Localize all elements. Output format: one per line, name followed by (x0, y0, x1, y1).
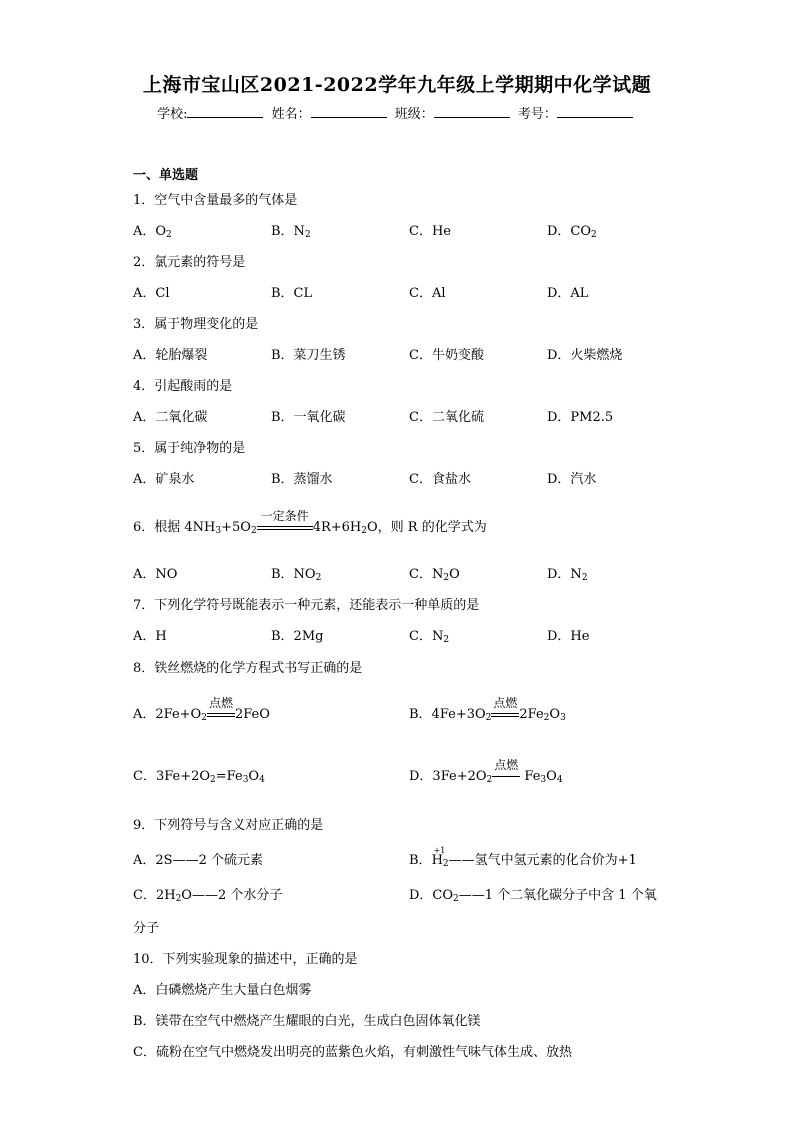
q8-option-c[interactable]: C．$3Fe+2O_2=Fe_3O_4$ (133, 769, 265, 785)
q2-option-d[interactable]: D．AL (547, 286, 589, 301)
q5-option-b[interactable]: B．蒸馏水 (271, 472, 333, 487)
question-3-stem: 3．属于物理变化的是 (133, 317, 259, 332)
q8-option-a[interactable]: A．$2Fe+O_2$ 点燃 2FeO (133, 696, 270, 723)
q10-option-a[interactable]: A．白磷燃烧产生大量白色烟雾 (133, 983, 312, 998)
q2-option-b[interactable]: B．CL (271, 286, 313, 301)
q3-option-a[interactable]: A．轮胎爆裂 (133, 348, 208, 363)
class-blank[interactable] (434, 105, 510, 118)
number-blank[interactable] (557, 105, 633, 118)
q9-option-b[interactable]: B． +1 $H_2——$氢气中氢元素的化合价为+1 (409, 846, 637, 869)
class-label: 班级： (394, 107, 434, 122)
q2-option-c[interactable]: C．Al (409, 286, 446, 301)
q9-option-d-continued: 分子 (133, 921, 160, 936)
question-4-stem: 4．引起酸雨的是 (133, 379, 233, 394)
q4-option-b[interactable]: B．一氧化碳 (271, 410, 346, 425)
q4-option-d[interactable]: D．PM2.5 (547, 410, 614, 425)
q6-option-b[interactable]: B．$NO_2$ (271, 567, 322, 583)
exam-title: 上海市宝山区2021-2022学年九年级上学期期中化学试题 (142, 74, 652, 96)
q2-option-a[interactable]: A．Cl (133, 286, 170, 301)
question-7-stem: 7．下列化学符号既能表示一种元素，还能表示一种单质的是 (133, 598, 480, 613)
reaction-condition: 一定条件 (257, 519, 313, 537)
q5-option-c[interactable]: C．食盐水 (409, 472, 471, 487)
q9-option-d[interactable]: D．$CO_2——1$ 个二氧化碳分子中含 1 个氧 (409, 888, 657, 904)
q1-option-d[interactable]: D．$CO_2$ (547, 224, 597, 240)
q4-option-a[interactable]: A．二氧化碳 (133, 410, 208, 425)
q3-option-b[interactable]: B．菜刀生锈 (271, 348, 346, 363)
school-label: 学校: (157, 107, 188, 122)
q6-option-c[interactable]: C．$N_2O$ (409, 567, 460, 583)
number-label: 考号： (517, 107, 557, 122)
name-label: 姓名： (271, 107, 311, 122)
q3-option-d[interactable]: D．火柴燃烧 (547, 348, 623, 363)
question-5-stem: 5．属于纯净物的是 (133, 441, 246, 456)
question-2-stem: 2．氯元素的符号是 (133, 255, 246, 270)
name-blank[interactable] (311, 105, 387, 118)
school-blank[interactable] (187, 105, 263, 118)
q9-option-c[interactable]: C．$2H_2O——2$ 个水分子 (133, 888, 283, 904)
q7-option-a[interactable]: A．H (133, 629, 167, 644)
question-8-stem: 8．铁丝燃烧的化学方程式书写正确的是 (133, 661, 363, 676)
q10-option-b[interactable]: B．镁带在空气中燃烧产生耀眼的白光，生成白色固体氧化镁 (133, 1014, 481, 1029)
question-10-stem: 10．下列实验现象的描述中，正确的是 (133, 952, 358, 967)
question-9-stem: 9．下列符号与含义对应正确的是 (133, 818, 324, 833)
q5-option-a[interactable]: A．矿泉水 (133, 472, 195, 487)
q10-option-c[interactable]: C．硫粉在空气中燃烧发出明亮的蓝紫色火焰，有刺激性气味气体生成、放热 (133, 1045, 572, 1060)
q7-option-b[interactable]: B．2Mg (271, 629, 324, 644)
q7-option-c[interactable]: C．$N_2$ (409, 629, 450, 645)
q1-option-a[interactable]: A．$O_2$ (133, 224, 172, 240)
section-heading: 一、单选题 (133, 168, 199, 183)
q8-option-b[interactable]: B．$4Fe+3O_2$ 点燃 $2Fe_2O_3$ (409, 696, 566, 723)
q3-option-c[interactable]: C．牛奶变酸 (409, 348, 484, 363)
q6-option-a[interactable]: A．NO (133, 567, 178, 582)
q6-option-d[interactable]: D．$N_2$ (547, 567, 588, 583)
q1-option-c[interactable]: C．He (409, 224, 451, 239)
q4-option-c[interactable]: C．二氧化硫 (409, 410, 484, 425)
q7-option-d[interactable]: D．He (547, 629, 590, 644)
q1-option-b[interactable]: B．$N_2$ (271, 224, 311, 240)
student-info-line (0, 103, 794, 122)
question-6-stem: 6．根据 $4NH_3+5O_2$ 一定条件 $4R+6H_2O$，则 R 的化学式为 (133, 509, 487, 536)
q5-option-d[interactable]: D．汽水 (547, 472, 597, 487)
q9-option-a[interactable]: A．2S——2 个硫元素 (133, 853, 263, 868)
q8-option-d[interactable]: D．$3Fe+2O_2$ 点燃 $Fe_3O_4$ (409, 758, 563, 785)
question-1-stem: 1．空气中含量最多的气体是 (133, 193, 298, 208)
